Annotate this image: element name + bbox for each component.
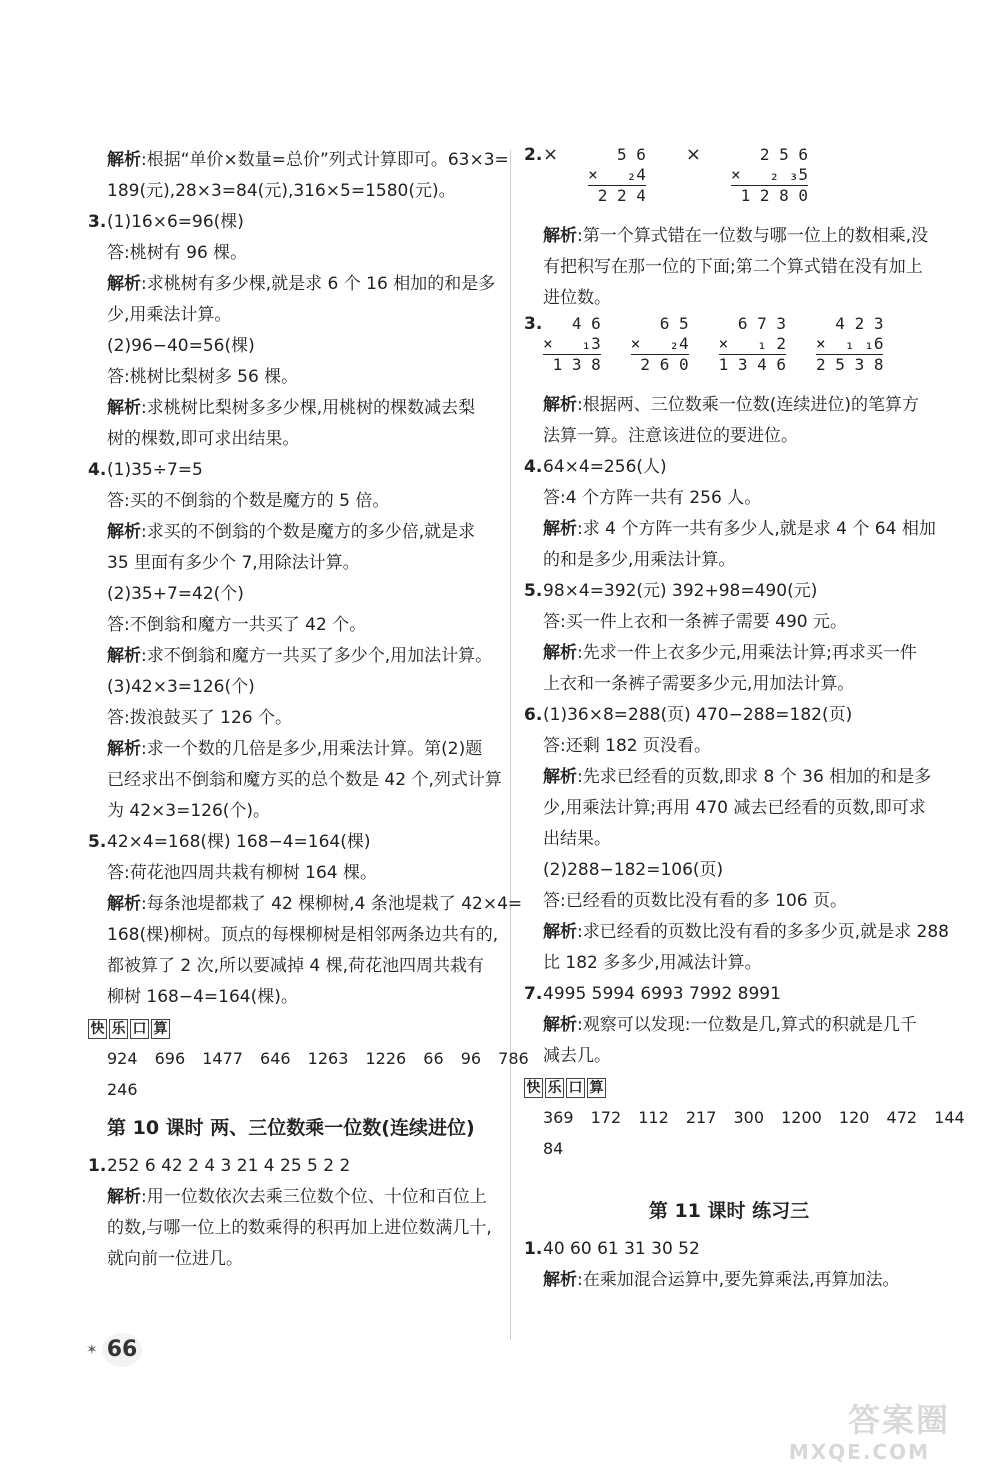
text-line (88, 920, 500, 951)
question-number: 1. (88, 1156, 107, 1176)
vertical-res: 1 2 8 0 (731, 185, 808, 206)
text-line (524, 793, 934, 824)
vertical-mul: × ₂ ₃5 (730, 165, 809, 184)
analysis-label: 解析 (543, 767, 577, 787)
vertical-res: 1 3 4 6 (718, 355, 787, 374)
oral-answers: 84 (543, 1139, 564, 1158)
analysis-line: 解析:求 4 个方阵一共有多少人,就是求 4 个 64 相加 (543, 519, 936, 539)
line-text: 少,用乘法计算。 (107, 305, 232, 325)
line-text: 64×4=256(人) (543, 457, 667, 477)
question-line (524, 979, 934, 1010)
line-text: 先求已经看的页数,即求 8 个 36 相加的和是多 (582, 767, 932, 787)
analysis-label: 解析 (107, 646, 141, 666)
line-text: 168(棵)柳树。顶点的每棵柳树是相邻两条边共有的, (107, 925, 499, 945)
analysis-line: 解析:先求已经看的页数,即求 8 个 36 相加的和是多 (543, 767, 932, 787)
line-text: 42×4=168(棵) 168−4=164(棵) (107, 832, 371, 852)
badge-char: 口 (566, 1078, 585, 1098)
analysis-line: 解析:观察可以发现:一位数是几,算式的积就是几千 (543, 1015, 917, 1035)
line-text: 求 4 个方阵一共有多少人,就是求 4 个 64 相加 (582, 519, 936, 539)
line-text: 40 60 61 31 30 52 (543, 1239, 700, 1259)
text-line (524, 545, 934, 576)
line-text: 35 里面有多少个 7,用除法计算。 (107, 553, 360, 573)
text-line (88, 610, 500, 641)
analysis-label: 解析 (543, 922, 577, 942)
vertical-calc (631, 314, 689, 375)
analysis-label: 解析 (107, 522, 141, 542)
analysis-label: 解析 (543, 643, 577, 663)
question-number: 2. (524, 145, 543, 165)
line-text: 先求一件上衣多少元,用乘法计算;再求买一件 (582, 643, 917, 663)
vertical-calc (588, 145, 646, 206)
line-text: 252 6 42 2 4 3 21 4 25 5 2 2 (107, 1156, 351, 1176)
line-text: 答:还剩 182 页没看。 (543, 736, 711, 756)
text-line (524, 886, 934, 917)
line-text: 根据“单价×数量=总价”列式计算即可。63×3= (146, 150, 509, 170)
line-text: 根据两、三位数乘一位数(连续进位)的笔算方 (582, 395, 919, 415)
page-number: 66 (102, 1333, 142, 1367)
analysis-line: 解析:在乘加混合运算中,要先算乘法,再算加法。 (543, 1270, 900, 1290)
vertical-calc (543, 314, 601, 375)
badge-char: 快 (524, 1078, 543, 1098)
line-text: 已经求出不倒翁和魔方买的总个数是 42 个,列式计算 (107, 770, 502, 790)
text-line (88, 300, 500, 331)
line-text: (3)42×3=126(个) (107, 677, 255, 697)
analysis-line: 解析:根据两、三位数乘一位数(连续进位)的笔算方 (543, 395, 919, 415)
text-line (88, 982, 500, 1013)
question-line (524, 1234, 934, 1265)
vertical-top: 2 5 6 (759, 145, 809, 164)
text-line (88, 796, 500, 827)
question-line (524, 700, 934, 731)
badge-char: 乐 (109, 1019, 128, 1039)
line-text: 答:桃树有 96 棵。 (107, 243, 248, 263)
line-text: 答:买的不倒翁的个数是魔方的 5 倍。 (107, 491, 390, 511)
star-icon: ✶ (86, 1342, 98, 1358)
vertical-mul: × ₁ 2 (718, 334, 787, 353)
question-number: 6. (524, 705, 543, 725)
analysis-line: 解析:求桃树有多少棵,就是求 6 个 16 相加的和是多 (107, 274, 496, 294)
badge-char: 乐 (545, 1078, 564, 1098)
vertical-res: 2 5 3 8 (816, 355, 884, 374)
analysis-line: 解析:求已经看的页数比没有看的多多少页,就是求 288 (543, 922, 949, 942)
text-line (88, 672, 500, 703)
question-line (524, 576, 934, 607)
question-line (88, 827, 500, 858)
right-column (524, 144, 965, 1296)
watermark-logo: 答案圈 (847, 1401, 950, 1439)
question-number: 7. (524, 984, 543, 1004)
badge-char: 算 (587, 1078, 606, 1098)
text-line (524, 252, 934, 283)
line-text: 的和是多少,用乘法计算。 (543, 550, 736, 570)
line-text: 答:桃树比梨树多 56 棵。 (107, 367, 299, 387)
vertical-top: 5 6 (616, 145, 646, 164)
question-line (88, 207, 500, 238)
analysis-label: 解析 (107, 1187, 141, 1207)
question-number: 5. (88, 832, 107, 852)
analysis-label: 解析 (107, 894, 141, 914)
question-number: 1. (524, 1239, 543, 1259)
oral-answers: 369 172 112 217 300 1200 120 472 144 (543, 1108, 965, 1127)
text-line (88, 951, 500, 982)
line-text: 树的棵数,即可求出结果。 (107, 429, 300, 449)
vertical-mul: × ₁3 (543, 334, 601, 353)
wrong-mark-icon: × (543, 144, 559, 165)
left-column (88, 145, 529, 1275)
text-line (524, 731, 934, 762)
oral-calc-badge (524, 1078, 934, 1098)
line-text: 答:拨浪鼓买了 126 个。 (107, 708, 292, 728)
vertical-res: 2 6 0 (631, 354, 689, 375)
line-text: 每条池堤都栽了 42 棵柳树,4 条池堤栽了 42×4= (146, 894, 523, 914)
analysis-label: 解析 (543, 395, 577, 415)
vertical-res: 1 3 8 (543, 354, 601, 375)
analysis-line: 解析:根据“单价×数量=总价”列式计算即可。63×3= (107, 150, 509, 170)
text-line: 的数,与哪一位上的数乘得的积再加上进位数满几十, (107, 1218, 492, 1238)
vertical-mul: × ₂4 (630, 334, 689, 353)
question-line (88, 455, 500, 486)
analysis-line: 解析:求一个数的几倍是多少,用乘法计算。第(2)题 (107, 739, 483, 759)
line-text: 进位数。 (543, 288, 611, 308)
watermark-url: MXQE.COM (788, 1440, 930, 1464)
line-text: 求桃树比梨树多多少棵,用桃树的棵数减去梨 (146, 398, 476, 418)
line-text: 答:买一件上衣和一条裤子需要 490 元。 (543, 612, 847, 632)
vertical-calc-row (524, 314, 934, 390)
text-line (88, 765, 500, 796)
text-line (524, 421, 934, 452)
analysis-line: 解析:求桃树比梨树多多少棵,用桃树的棵数减去梨 (107, 398, 476, 418)
question-number: 4. (88, 460, 107, 480)
vertical-top: 6 5 (659, 314, 689, 333)
line-text: 求买的不倒翁的个数是魔方的多少倍,就是求 (146, 522, 476, 542)
line-text: (2)288−182=106(页) (543, 860, 724, 880)
analysis-label: 解析 (107, 398, 141, 418)
text-line (524, 948, 934, 979)
vertical-calc (816, 314, 883, 375)
text-line (524, 483, 934, 514)
line-text: 求一个数的几倍是多少,用乘法计算。第(2)题 (146, 739, 483, 759)
analysis-label: 解析 (107, 274, 141, 294)
vertical-top: 4 2 3 (835, 314, 884, 333)
question-number: 4. (524, 457, 543, 477)
line-text: 有把积写在那一位的下面;第二个算式错在没有加上 (543, 257, 923, 277)
question-line (524, 452, 934, 483)
text-line (524, 283, 934, 314)
text-line (524, 607, 934, 638)
line-text: 在乘加混合运算中,要先算乘法,再算加法。 (582, 1270, 900, 1290)
text-line (88, 238, 500, 269)
analysis-label: 解析 (107, 150, 141, 170)
line-text: 98×4=392(元) 392+98=490(元) (543, 581, 818, 601)
analysis-label: 解析 (107, 739, 141, 759)
vertical-top: 6 7 3 (737, 314, 787, 333)
analysis-line: 解析:第一个算式错在一位数与哪一位上的数相乘,没 (543, 226, 929, 246)
line-text: (1)16×6=96(棵) (107, 212, 244, 232)
analysis-line: 解析:用一位数依次去乘三位数个位、十位和百位上 (107, 1187, 487, 1207)
analysis-line: 解析:求买的不倒翁的个数是魔方的多少倍,就是求 (107, 522, 476, 542)
analysis-label: 解析 (543, 1015, 577, 1035)
vertical-mul: × ₂4 (588, 165, 646, 184)
badge-char: 口 (130, 1019, 149, 1039)
line-text: 比 182 多多少,用减法计算。 (543, 953, 762, 973)
line-text: 用一位数依次去乘三位数个位、十位和百位上 (146, 1187, 487, 1207)
vertical-res: 2 2 4 (588, 185, 646, 206)
badge-char: 快 (88, 1019, 107, 1039)
line-text: 189(元),28×3=84(元),316×5=1580(元)。 (107, 181, 456, 201)
wrong-mark-icon: × (685, 144, 701, 165)
question-number: 3. (524, 314, 543, 334)
text-line (88, 548, 500, 579)
text-line (88, 579, 500, 610)
line-text: 求已经看的页数比没有看的多多少页,就是求 288 (582, 922, 949, 942)
line-text: 第一个算式错在一位数与哪一位上的数相乘,没 (582, 226, 929, 246)
line-text: 4995 5994 6993 7992 8991 (543, 984, 781, 1004)
text-line (88, 703, 500, 734)
oral-answers: 246 (107, 1080, 138, 1099)
text-line (88, 331, 500, 362)
column-divider (510, 150, 511, 1340)
line-text: 答:已经看的页数比没有看的多 106 页。 (543, 891, 847, 911)
line-text: 出结果。 (543, 829, 611, 849)
question-number: 3. (88, 212, 107, 232)
line-text: 都被算了 2 次,所以要减掉 4 棵,荷花池四周共栽有 (107, 956, 485, 976)
line-text: 求桃树有多少棵,就是求 6 个 16 相加的和是多 (146, 274, 496, 294)
oral-answers: 924 696 1477 646 1263 1226 66 96 786 (107, 1049, 529, 1068)
line-text: (2)35+7=42(个) (107, 584, 244, 604)
question-line (88, 1151, 500, 1182)
oral-calc-badge (88, 1019, 500, 1039)
text-line (524, 669, 934, 700)
vertical-calc (731, 145, 808, 206)
text-line: 就向前一位进几。 (107, 1249, 243, 1269)
line-text: (2)96−40=56(棵) (107, 336, 255, 356)
line-text: (1)36×8=288(页) 470−288=182(页) (543, 705, 853, 725)
text-line (524, 855, 934, 886)
analysis-label: 解析 (543, 519, 577, 539)
analysis-line: 解析:求不倒翁和魔方一共买了多少个,用加法计算。 (107, 646, 493, 666)
line-text: 法算一算。注意该进位的要进位。 (543, 426, 798, 446)
lesson-title: 第 10 课时 两、三位数乘一位数(连续进位) (107, 1117, 475, 1139)
analysis-label: 解析 (543, 226, 577, 246)
analysis-line: 解析:每条池堤都栽了 42 棵柳树,4 条池堤栽了 42×4= (107, 894, 523, 914)
line-text: 答:4 个方阵一共有 256 人。 (543, 488, 762, 508)
line-text: (1)35÷7=5 (107, 460, 203, 480)
line-text: 观察可以发现:一位数是几,算式的积就是几千 (582, 1015, 917, 1035)
line-text: 减去几。 (543, 1046, 611, 1066)
line-text: 求不倒翁和魔方一共买了多少个,用加法计算。 (146, 646, 493, 666)
line-text: 柳树 168−4=164(棵)。 (107, 987, 298, 1007)
vertical-calc-row (524, 145, 934, 221)
line-text: 少,用乘法计算;再用 470 减去已经看的页数,即可求 (543, 798, 926, 818)
vertical-calc (719, 314, 786, 375)
text-line (88, 424, 500, 455)
line-text: 为 42×3=126(个)。 (107, 801, 271, 821)
vertical-top: 4 6 (571, 314, 601, 333)
text-line (88, 176, 500, 207)
question-number: 5. (524, 581, 543, 601)
analysis-line: 解析:先求一件上衣多少元,用乘法计算;再求买一件 (543, 643, 917, 663)
line-text: 上衣和一条裤子需要多少元,用加法计算。 (543, 674, 855, 694)
line-text: 答:不倒翁和魔方一共买了 42 个。 (107, 615, 367, 635)
badge-char: 算 (151, 1019, 170, 1039)
lesson-title: 第 11 课时 练习三 (648, 1200, 810, 1222)
analysis-label: 解析 (543, 1270, 577, 1290)
text-line (524, 824, 934, 855)
line-text: 答:荷花池四周共栽有柳树 164 棵。 (107, 863, 377, 883)
text-line (88, 486, 500, 517)
text-line (524, 1041, 934, 1072)
vertical-mul: × ₁ ₁6 (816, 334, 884, 353)
text-line (88, 858, 500, 889)
text-line (88, 362, 500, 393)
